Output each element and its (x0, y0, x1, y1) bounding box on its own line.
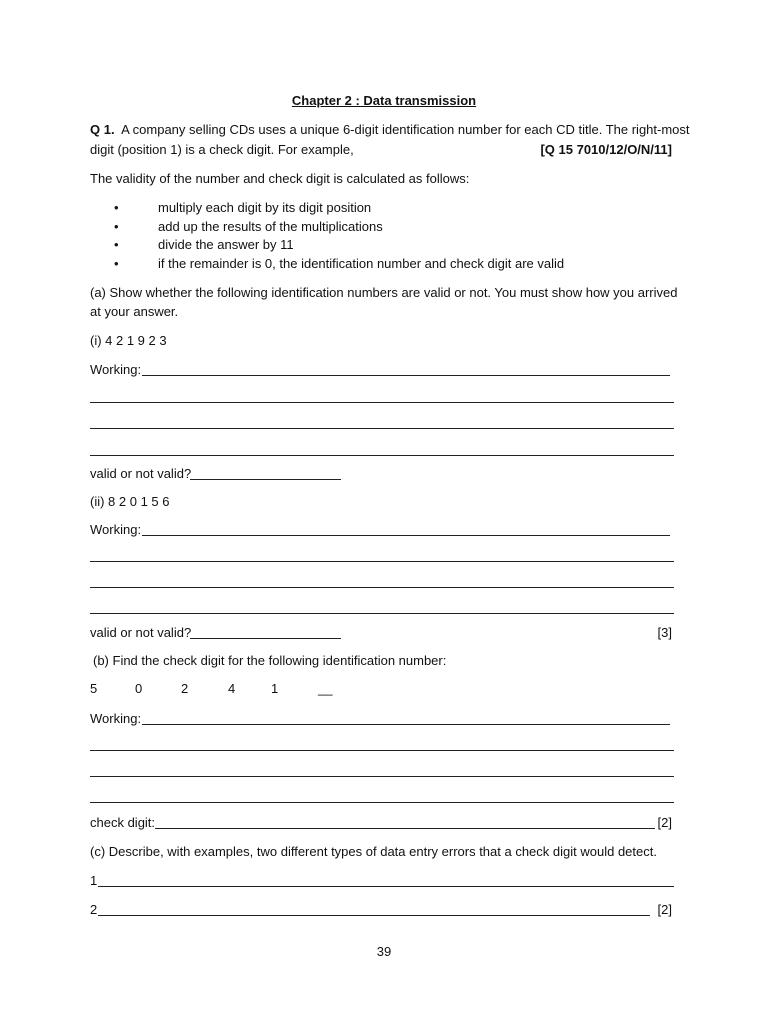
chapter-title: Chapter 2 : Data transmission (291, 93, 477, 108)
bullet-marker: • (114, 200, 119, 215)
bullet-item: multiply each digit by its digit position (158, 200, 372, 215)
valid-label: valid or not valid? (90, 625, 192, 640)
working-answer-line[interactable] (90, 776, 674, 777)
bullet-item: add up the results of the multiplications (158, 219, 383, 234)
valid-label: valid or not valid? (90, 466, 192, 481)
check-digit-label: check digit: (90, 815, 156, 830)
part-b-digit: 4 (228, 681, 236, 696)
bullet-marker: • (114, 237, 119, 252)
working-answer-line[interactable] (142, 724, 670, 725)
working-answer-line[interactable] (90, 402, 674, 403)
bullet-marker: • (114, 256, 119, 271)
page-number: 39 (376, 944, 392, 959)
part-b-digit: 1 (271, 681, 279, 696)
part-a-marks: [3] (657, 625, 672, 640)
valid-answer-line[interactable] (190, 638, 341, 639)
part-a-ii-number: (ii) 8 2 0 1 5 6 (90, 494, 170, 509)
working-answer-line[interactable] (142, 535, 670, 536)
part-b-marks: [2] (657, 815, 672, 830)
answer-1-label: 1 (90, 873, 98, 888)
working-answer-line[interactable] (90, 561, 674, 562)
check-digit-answer-line[interactable] (155, 828, 655, 829)
validity-intro: The validity of the number and check digit is calculated as follows: (90, 171, 470, 186)
working-label: Working: (90, 711, 142, 726)
answer-2-line[interactable] (98, 915, 650, 916)
working-answer-line[interactable] (90, 802, 674, 803)
part-b-check-blank[interactable]: __ (318, 681, 333, 696)
bullet-marker: • (114, 219, 119, 234)
part-c-marks: [2] (657, 902, 672, 917)
q1-text-line2: digit (position 1) is a check digit. For example, (90, 142, 354, 157)
working-answer-line[interactable] (90, 455, 674, 456)
bullet-item: if the remainder is 0, the identification number and check digit are valid (158, 256, 565, 271)
working-answer-line[interactable] (142, 375, 670, 376)
part-b-digit: 2 (181, 681, 189, 696)
bullet-item: divide the answer by 11 (158, 237, 294, 252)
part-a-line2: at your answer. (90, 304, 179, 319)
q1-text-line1: A company selling CDs uses a unique 6-digit identification number for each CD title. The right-most (121, 122, 690, 137)
part-b-digit: 0 (135, 681, 143, 696)
q1-label: Q 1. (90, 122, 115, 137)
working-answer-line[interactable] (90, 587, 674, 588)
q1-line1 (90, 122, 690, 137)
part-a-i-number: (i) 4 2 1 9 2 3 (90, 333, 167, 348)
working-answer-line[interactable] (90, 750, 674, 751)
working-label: Working: (90, 362, 142, 377)
q1-reference: [Q 15 7010/12/O/N/11] (540, 142, 672, 157)
answer-2-label: 2 (90, 902, 98, 917)
part-b-question: (b) Find the check digit for the following identification number: (93, 653, 447, 668)
working-answer-line[interactable] (90, 613, 674, 614)
part-a-line1: (a) Show whether the following identification numbers are valid or not. You must show how you arrived (90, 285, 678, 300)
part-c-question: (c) Describe, with examples, two different types of data entry errors that a check digit would detect. (90, 844, 657, 859)
valid-answer-line[interactable] (190, 479, 341, 480)
working-answer-line[interactable] (90, 428, 674, 429)
answer-1-line[interactable] (98, 886, 674, 887)
working-label: Working: (90, 522, 142, 537)
part-b-digit: 5 (90, 681, 98, 696)
